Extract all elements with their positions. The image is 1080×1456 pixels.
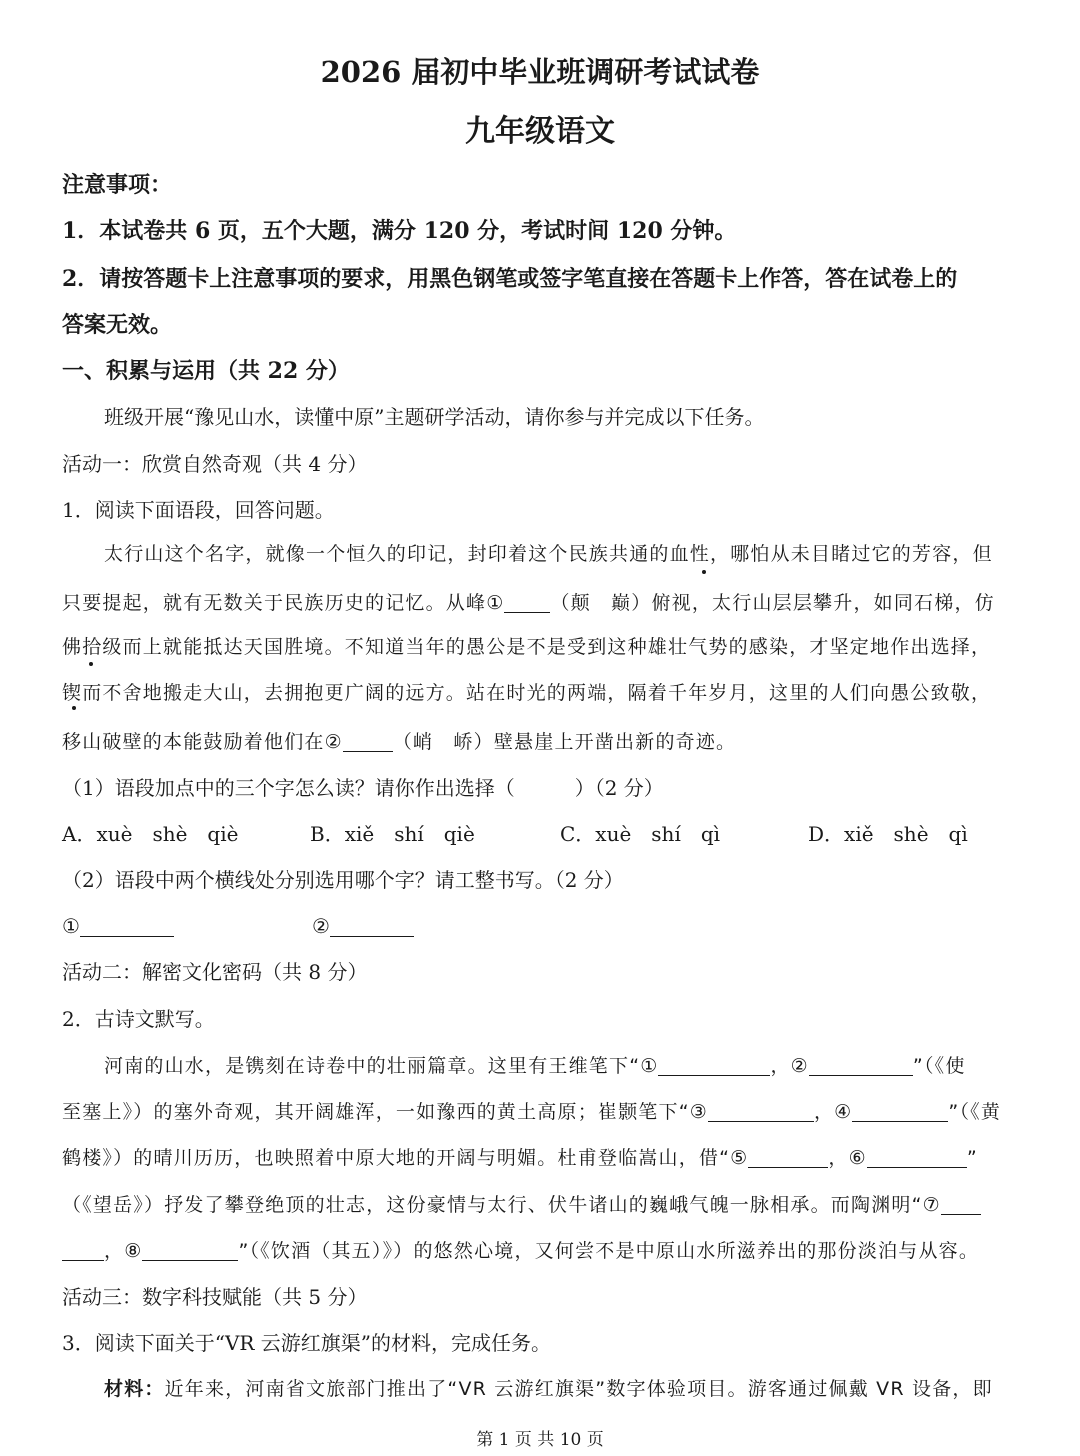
- notice-heading: 注意事项：: [62, 172, 173, 198]
- passage-1-line-5-part-b: （峭 峤）壁悬崖上开凿出新的奇迹。: [392, 731, 737, 753]
- passage-2-line-1-part-c: ”（《使: [912, 1055, 966, 1077]
- answer-blank-2[interactable]: [312, 911, 414, 941]
- emphasis-dot: [72, 706, 76, 710]
- passage-1-line-4: 锲而不舍地搬走大山，去拥抱更广阔的远方。站在时光的两端，隔着千年岁月，这里的人们向愚公致敬，: [62, 682, 992, 704]
- passage-1-line-2-part-b: （颠 巅）俯视，太行山层层攀升，如同石梯，仿: [550, 592, 995, 614]
- passage-2-line-2: [62, 1097, 1028, 1127]
- passage-2-line-4: [62, 1190, 1028, 1220]
- blank-2-underline[interactable]: [343, 729, 393, 752]
- question-1-part-1: （1）语段加点中的三个字怎么读？请你作出选择（ ）（2 分）: [62, 776, 664, 800]
- passage-2-line-5-part-a: ，⑧: [104, 1240, 143, 1262]
- question-2-stem: 2．古诗文默写。: [62, 1007, 215, 1031]
- answer-blank-1[interactable]: [62, 911, 174, 941]
- question-1-stem: 1．阅读下面语段，回答问题。: [62, 498, 335, 522]
- emphasis-dot: [89, 662, 93, 666]
- passage-1-line-2: [62, 588, 1028, 618]
- answer-blank-1-label: ①: [62, 914, 80, 938]
- material-text: 近年来，河南省文旅部门推出了“VR 云游红旗渠”数字体验项目。游客通过佩戴 VR 设备，即: [164, 1378, 993, 1400]
- passage-2-line-3-part-c: ”: [966, 1147, 978, 1169]
- activity-2-heading: 活动二：解密文化密码（共 8 分）: [62, 960, 368, 984]
- question-1-options: [62, 819, 1028, 849]
- poem-blank-7-start[interactable]: [941, 1192, 981, 1215]
- option-a[interactable]: A．xuè shè qiè: [62, 822, 239, 846]
- passage-2-line-2-part-a: 至塞上》）的塞外奇观，其开阔雄浑，一如豫西的黄土高原；崔颢笔下“③: [62, 1101, 708, 1123]
- passage-2-line-5: [62, 1236, 1028, 1266]
- notice-item-2-line-1: 2．请按答题卡上注意事项的要求，用黑色钢笔或签字笔直接在答题卡上作答，答在试卷上的: [62, 266, 958, 292]
- question-1-answer-blanks: [62, 911, 1028, 941]
- poem-blank-4[interactable]: [852, 1099, 948, 1122]
- answer-blank-2-underline[interactable]: [330, 914, 414, 937]
- poem-blank-1[interactable]: [658, 1053, 770, 1076]
- poem-blank-6[interactable]: [867, 1145, 967, 1168]
- passage-1-line-2-part-a: 只要提起，就有无数关于民族历史的记忆。从峰①: [62, 592, 505, 614]
- poem-blank-2[interactable]: [809, 1053, 913, 1076]
- answer-blank-1-underline[interactable]: [80, 914, 174, 937]
- passage-1-line-1: 太行山这个名字，就像一个恒久的印记，封印着这个民族共通的血性，哪怕从未目睹过它的芳容，但: [104, 543, 993, 565]
- option-c[interactable]: C．xuè shí qì: [560, 822, 721, 846]
- passage-1-line-5: [62, 727, 1028, 757]
- passage-2-line-4-part-a: （《望岳》）抒发了攀登绝顶的壮志，这份豪情与太行、伏牛诸山的巍峨气魄一脉相承。而陶渊明“⑦: [62, 1194, 941, 1216]
- poem-blank-7-end[interactable]: [62, 1238, 104, 1261]
- passage-2-line-3: [62, 1143, 1028, 1173]
- question-3-stem: 3．阅读下面关于“VR 云游红旗渠”的材料，完成任务。: [62, 1331, 552, 1355]
- passage-1-line-5-part-a: 移山破壁的本能鼓励着他们在②: [62, 731, 343, 753]
- section-1-heading: 一、积累与运用（共 22 分）: [62, 358, 350, 384]
- passage-2-line-1-part-b: ，②: [770, 1055, 809, 1077]
- page-footer: 第 1 页 共 10 页: [476, 1430, 604, 1450]
- poem-blank-5[interactable]: [748, 1145, 828, 1168]
- passage-2-line-1: [62, 1051, 1028, 1081]
- poem-blank-3[interactable]: [708, 1099, 814, 1122]
- activity-1-heading: 活动一：欣赏自然奇观（共 4 分）: [62, 452, 368, 476]
- passage-2-line-1-part-a: 河南的山水，是镌刻在诗卷中的壮丽篇章。这里有王维笔下“①: [104, 1055, 659, 1077]
- exam-title: 2026 届初中毕业班调研考试试卷: [320, 55, 760, 89]
- passage-2-line-5-part-b: ”（《饮酒（其五）》）的悠然心境，又何尝不是中原山水所滋养出的那份淡泊与从容。: [238, 1240, 980, 1262]
- option-d[interactable]: D．xiě shè qì: [808, 822, 968, 846]
- passage-2-line-3-part-a: 鹤楼》）的晴川历历，也映照着中原大地的开阔与明媚。杜甫登临嵩山，借“⑤: [62, 1147, 749, 1169]
- question-1-part-2: （2）语段中两个横线处分别选用哪个字？请工整书写。（2 分）: [62, 868, 624, 892]
- passage-2-line-2-part-c: ”（《黄: [948, 1101, 1002, 1123]
- exam-subtitle: 九年级语文: [465, 114, 615, 149]
- notice-item-2-line-2: 答案无效。: [62, 312, 173, 338]
- option-b[interactable]: B．xiě shí qiè: [310, 822, 475, 846]
- passage-2-line-3-part-b: ，⑥: [828, 1147, 867, 1169]
- passage-1-line-3: 佛拾级而上就能抵达天国胜境。不知道当年的愚公是不是受到这种雄壮气势的感染，才坚定地作出选择，: [62, 636, 992, 658]
- material-line: [62, 1374, 1028, 1404]
- activity-3-heading: 活动三：数字科技赋能（共 5 分）: [62, 1285, 368, 1309]
- passage-2-line-2-part-b: ，④: [813, 1101, 853, 1123]
- answer-blank-2-label: ②: [312, 914, 330, 938]
- section-1-intro: 班级开展“豫见山水，读懂中原”主题研学活动，请你参与并完成以下任务。: [104, 405, 765, 429]
- blank-1-underline[interactable]: [504, 590, 550, 613]
- poem-blank-8[interactable]: [142, 1238, 238, 1261]
- material-label: 材料：: [104, 1378, 165, 1400]
- emphasis-dot: [702, 570, 706, 574]
- notice-item-1: 1．本试卷共 6 页，五个大题，满分 120 分，考试时间 120 分钟。: [62, 218, 737, 244]
